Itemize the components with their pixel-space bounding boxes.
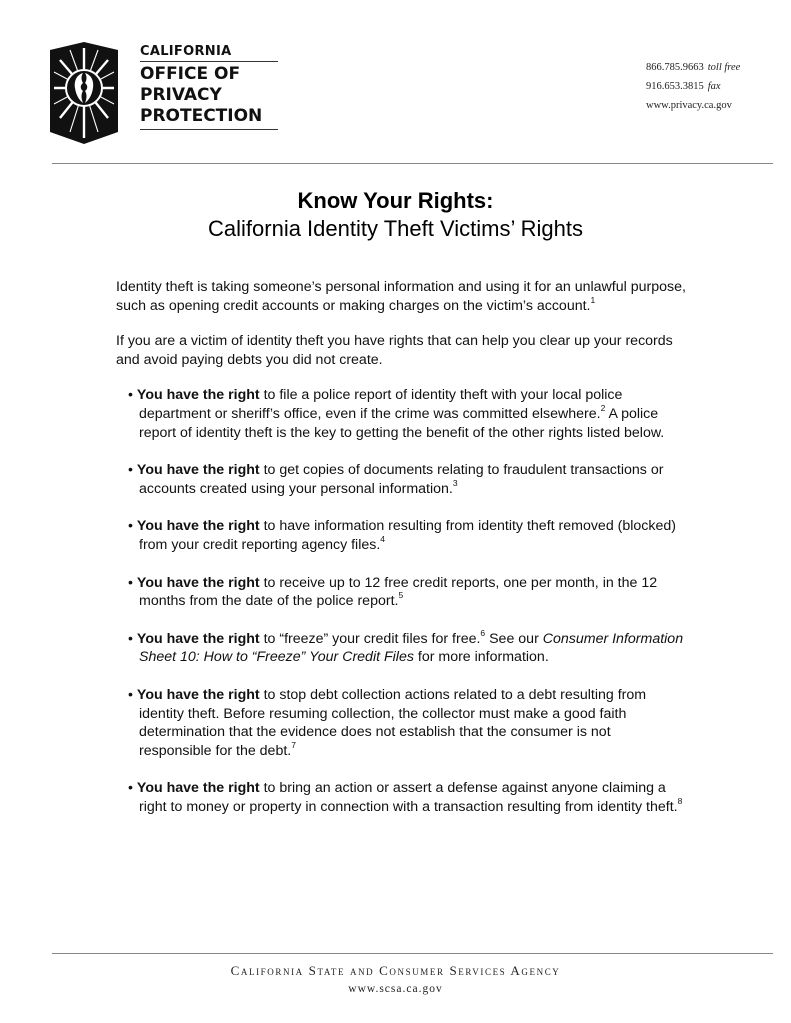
header-divider	[52, 163, 773, 164]
footer-divider	[52, 953, 773, 954]
right-text: to stop debt collection actions related to a debt resulting from identity theft. Before resuming collection, the collector must make a good faith determination that the evidence does not establish that the consumer is not responsible for the debt.	[139, 686, 647, 759]
right-text-continued: A police report of identity theft is the key to getting the benefit of the other rights listed below.	[139, 405, 665, 441]
footnote-ref: 2	[600, 403, 606, 414]
logo-line-privacy: PRIVACY	[140, 85, 222, 105]
document-body	[116, 278, 686, 835]
footnote-ref: 8	[677, 796, 683, 807]
intro-text: Identity theft is taking someone’s personal information and using it for an unlawful purpose, such as opening credit accounts or making charges on the victim’s account.	[116, 279, 686, 314]
page-footer	[0, 962, 791, 998]
logo-line-protection: PROTECTION	[140, 106, 278, 130]
right-lead: You have the right	[136, 780, 260, 797]
right-stop-debt-collection: • You have the right to stop debt collection actions related to a debt resulting from identity theft. Before resuming collection, the collector must make a good faith determination that the evidence does not establish that the consumer is not responsible for the debt.$^7$	[128, 686, 647, 759]
logo-wordmark	[140, 44, 278, 130]
info-sheet-reference: Consumer Information Sheet 10: How to “Freeze” Your Credit Files	[139, 630, 684, 666]
right-lead: You have the right	[136, 686, 260, 703]
footer-website-link[interactable]: www.scsa.ca.gov	[348, 983, 443, 995]
right-text: to get copies of documents relating to fraudulent transactions or accounts created using your personal information.	[139, 462, 664, 497]
title-line-2: California Identity Theft Victims’ Rights	[208, 216, 583, 241]
right-text: to “freeze” your credit files for free.	[259, 630, 481, 647]
toll-free-line	[646, 58, 786, 77]
page-title	[0, 187, 791, 243]
right-lead: You have the right	[136, 462, 260, 479]
right-lead: You have the right	[136, 387, 260, 404]
footnote-ref: 3	[452, 478, 458, 489]
toll-free-number: 866.785.9663	[646, 62, 704, 73]
right-text: to receive up to 12 free credit reports, one per month, in the 12 months from the date of the police report.	[139, 574, 658, 610]
right-text: to bring an action or assert a defense against anyone claiming a right to money or property in connection with a transaction resulting from identity theft.	[139, 780, 678, 815]
footnote-ref: 5	[398, 590, 404, 601]
right-document-copies: • You have the right to get copies of documents relating to fraudulent transactions or accounts created using your personal information.$^3$	[128, 462, 664, 497]
right-text: to have information resulting from identity theft removed (blocked) from your credit reporting agency files.	[139, 518, 677, 553]
right-free-credit-reports: • You have the right to receive up to 12 free credit reports, one per month, in the 12 months from the date of the police report.$^5$	[128, 574, 658, 610]
footnote-ref: 4	[380, 534, 386, 545]
contact-info	[646, 58, 786, 115]
footnote-ref: 7	[291, 739, 296, 750]
logo-line-california: CALIFORNIA	[140, 44, 278, 62]
footnote-ref: 1	[590, 294, 596, 305]
right-lead: You have the right	[136, 574, 260, 591]
logo-line-office-of: OFFICE OF	[140, 64, 241, 84]
footer-agency-name: California State and Consumer Services Agency	[230, 963, 561, 978]
website-link[interactable]: www.privacy.ca.gov	[646, 100, 732, 111]
intro-paragraph-rights: If you are a victim of identity theft you have rights that can help you clear up your records and avoid paying debts you did not create.	[116, 333, 673, 368]
fax-number: 916.653.3815	[646, 81, 704, 92]
right-block-information: • You have the right to have information resulting from identity theft removed (blocked) from your credit reporting agency files.$^4$	[128, 518, 677, 553]
title-line-1: Know Your Rights:	[297, 188, 494, 213]
right-legal-action: • You have the right to bring an action or assert a defense against anyone claiming a right to money or property in connection with a transaction resulting from identity theft.$^8$	[128, 780, 683, 815]
right-lead: You have the right	[136, 630, 260, 647]
right-text: to file a police report of identity theft with your local police department or sheriff’s office, even if the crime was committed elsewhere.	[139, 387, 623, 422]
right-lead: You have the right	[136, 518, 260, 535]
website-line[interactable]	[646, 96, 786, 115]
fax-label: fax	[707, 81, 721, 92]
right-credit-freeze: • You have the right to “freeze” your credit files for free.$^6$ See our Consumer Information Sheet 10: How to “Freeze” Your Credit Files for more information.	[128, 627, 684, 666]
footnote-ref: 6	[480, 627, 486, 638]
intro-paragraph-definition	[116, 278, 686, 315]
right-police-report: • You have the right to file a police report of identity theft with your local police department or sheriff’s office, even if the crime was committed elsewhere.$^2$ A police report of identity theft is the key to getting the benefit of the other rights listed below.	[128, 387, 665, 441]
fax-line	[646, 77, 786, 96]
right-text-end: for more information.	[413, 649, 549, 666]
right-text-continued: See our	[485, 630, 543, 647]
office-of-privacy-protection-logo	[50, 42, 118, 144]
toll-free-label: toll free	[707, 62, 741, 73]
